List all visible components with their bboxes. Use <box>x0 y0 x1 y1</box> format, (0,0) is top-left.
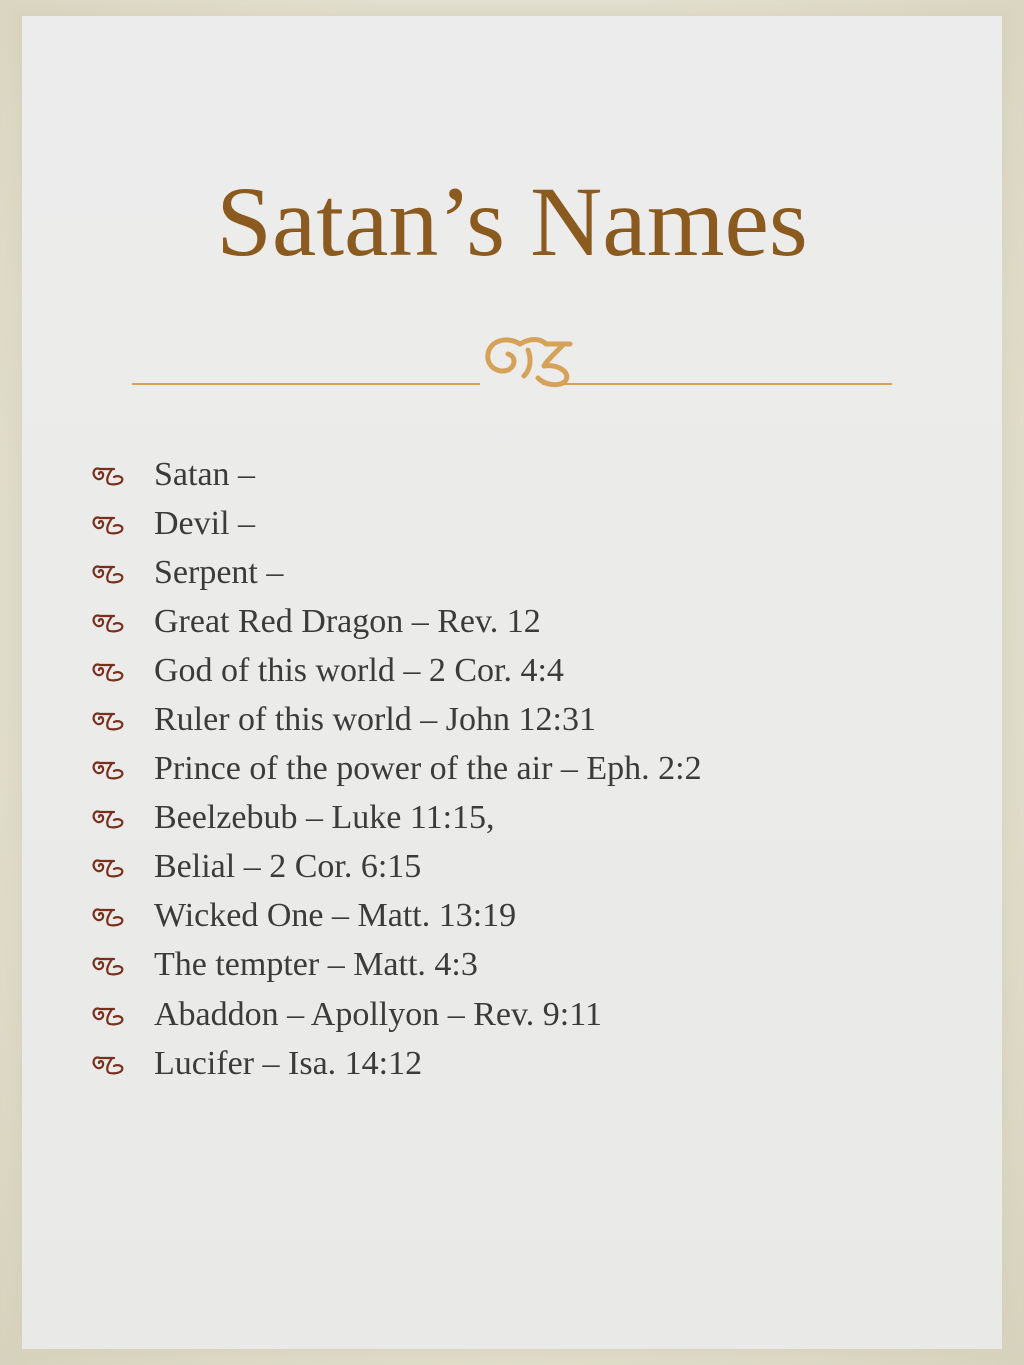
list-item-text: Ruler of this world – John 12:31 <box>154 701 596 739</box>
scroll-bullet-icon <box>90 708 126 732</box>
scroll-bullet-icon <box>90 904 126 928</box>
list-item <box>90 597 702 646</box>
scroll-bullet-icon <box>90 1052 126 1076</box>
list-item-text: Abaddon – Apollyon – Rev. 9:11 <box>154 995 602 1033</box>
list-item-text: Beelzebub – Luke 11:15, <box>154 799 495 837</box>
scroll-bullet-icon <box>90 953 126 977</box>
slide-title: Satan’s Names <box>216 166 808 277</box>
list-item-text: Great Red Dragon – Rev. 12 <box>154 602 541 640</box>
scroll-bullet-icon <box>90 806 126 830</box>
list-item-text: Lucifer – Isa. 14:12 <box>154 1044 423 1082</box>
list-item <box>90 794 702 843</box>
divider-line-left <box>132 383 480 385</box>
list-item <box>90 990 702 1039</box>
list-item <box>90 892 702 941</box>
list-item-text: God of this world – 2 Cor. 4:4 <box>154 651 564 689</box>
list-item-text: Satan – <box>154 455 256 493</box>
list-item <box>90 695 702 744</box>
scroll-bullet-icon <box>90 757 126 781</box>
scroll-bullet-icon <box>90 659 126 683</box>
list-item-text: Devil – <box>154 504 256 542</box>
scroll-bullet-icon <box>90 561 126 585</box>
scroll-bullet-icon <box>90 463 126 487</box>
scroll-bullet-icon <box>90 610 126 634</box>
list-item <box>90 941 702 990</box>
list-item-text: The tempter – Matt. 4:3 <box>154 946 478 984</box>
list-item-text: Serpent – <box>154 553 284 591</box>
scroll-bullet-icon <box>90 855 126 879</box>
list-item-text: Prince of the power of the air – Eph. 2:2 <box>154 750 702 788</box>
list-item <box>90 843 702 892</box>
list-item <box>90 450 702 499</box>
list-item-text: Belial – 2 Cor. 6:15 <box>154 848 422 886</box>
scroll-bullet-icon <box>90 512 126 536</box>
names-list <box>90 450 702 1088</box>
list-item <box>90 548 702 597</box>
list-item <box>90 646 702 695</box>
list-item <box>90 745 702 794</box>
title-divider <box>132 330 892 400</box>
scroll-bullet-icon <box>90 1003 126 1027</box>
list-item <box>90 1039 702 1088</box>
ornament-icon <box>480 330 578 390</box>
list-item <box>90 499 702 548</box>
divider-line-right <box>542 383 892 385</box>
list-item-text: Wicked One – Matt. 13:19 <box>154 897 517 935</box>
